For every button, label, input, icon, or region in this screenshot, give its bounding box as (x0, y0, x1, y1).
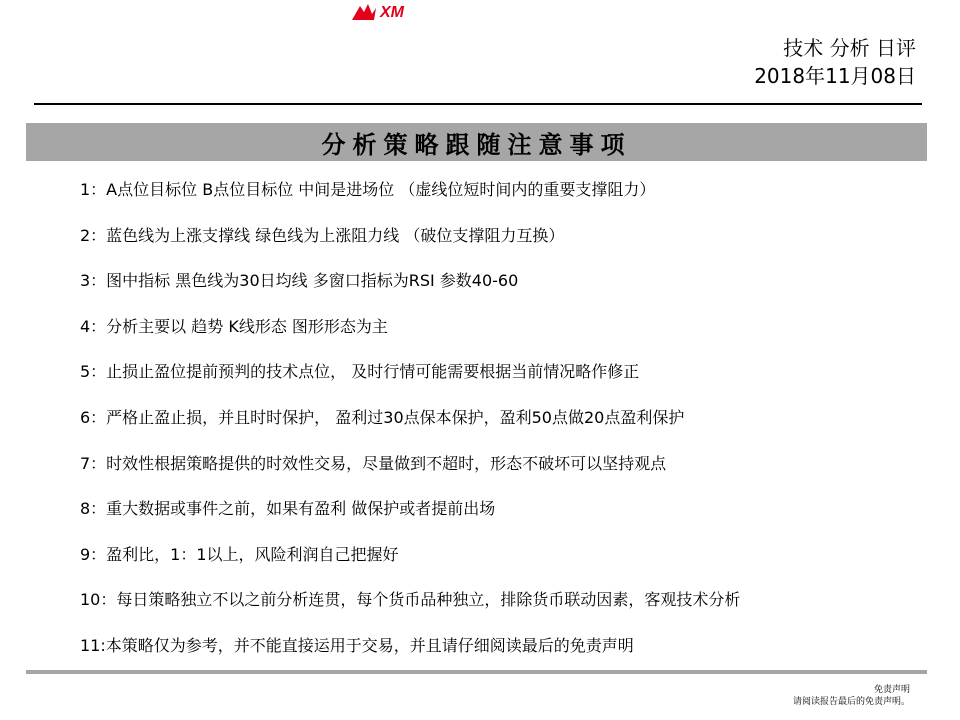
report-header (754, 34, 916, 90)
note-item: 2：蓝色线为上涨支撑线 绿色线为上涨阻力线 （破位支撑阻力互换） (80, 225, 565, 245)
note-item: 3：图中指标 黑色线为30日均线 多窗口指标为RSI 参数40-60 (80, 271, 519, 291)
footer-divider (26, 670, 927, 674)
report-date: 2018年11月08日 (754, 64, 916, 88)
note-item: 1：A点位目标位 B点位目标位 中间是进场位 （虚线位短时间内的重要支撑阻力） (80, 180, 656, 199)
note-item: 8：重大数据或事件之前，如果有盈利 做保护或者提前出场 (80, 499, 496, 519)
report-category: 技术 分析 日评 (783, 36, 916, 60)
note-item: 5：止损止盈位提前预判的技术点位， 及时行情可能需要根据当前情况略作修正 (80, 362, 640, 382)
title-bar (26, 123, 927, 161)
note-item: 11:本策略仅为参考，并不能直接运用于交易，并且请仔细阅读最后的免责声明 (80, 635, 634, 655)
disclaimer-title: 免责声明 (873, 685, 910, 695)
logo-text: XM (380, 4, 404, 21)
note-item: 10：每日策略独立不以之前分析连贯，每个货币品种独立，排除货币联动因素，客观技术分析 (80, 590, 741, 610)
note-item: 4：分析主要以 趋势 K线形态 图形形态为主 (80, 316, 388, 336)
note-item: 9：盈利比，1：1以上，风险利润自己把握好 (80, 544, 399, 564)
xm-logo (350, 0, 430, 24)
disclaimer (793, 684, 910, 708)
note-item: 6：严格止盈止损，并且时时保护， 盈利过30点保本保护，盈利50点做20点盈利保护 (80, 407, 685, 427)
header-divider (34, 103, 922, 105)
notes-list (80, 178, 920, 680)
disclaimer-text: 请阅读报告最后的免责声明。 (792, 697, 910, 707)
note-item: 7：时效性根据策略提供的时效性交易，尽量做到不超时，形态不破坏可以坚持观点 (80, 453, 667, 473)
page-title: 分析策略跟随注意事项 (321, 130, 632, 159)
